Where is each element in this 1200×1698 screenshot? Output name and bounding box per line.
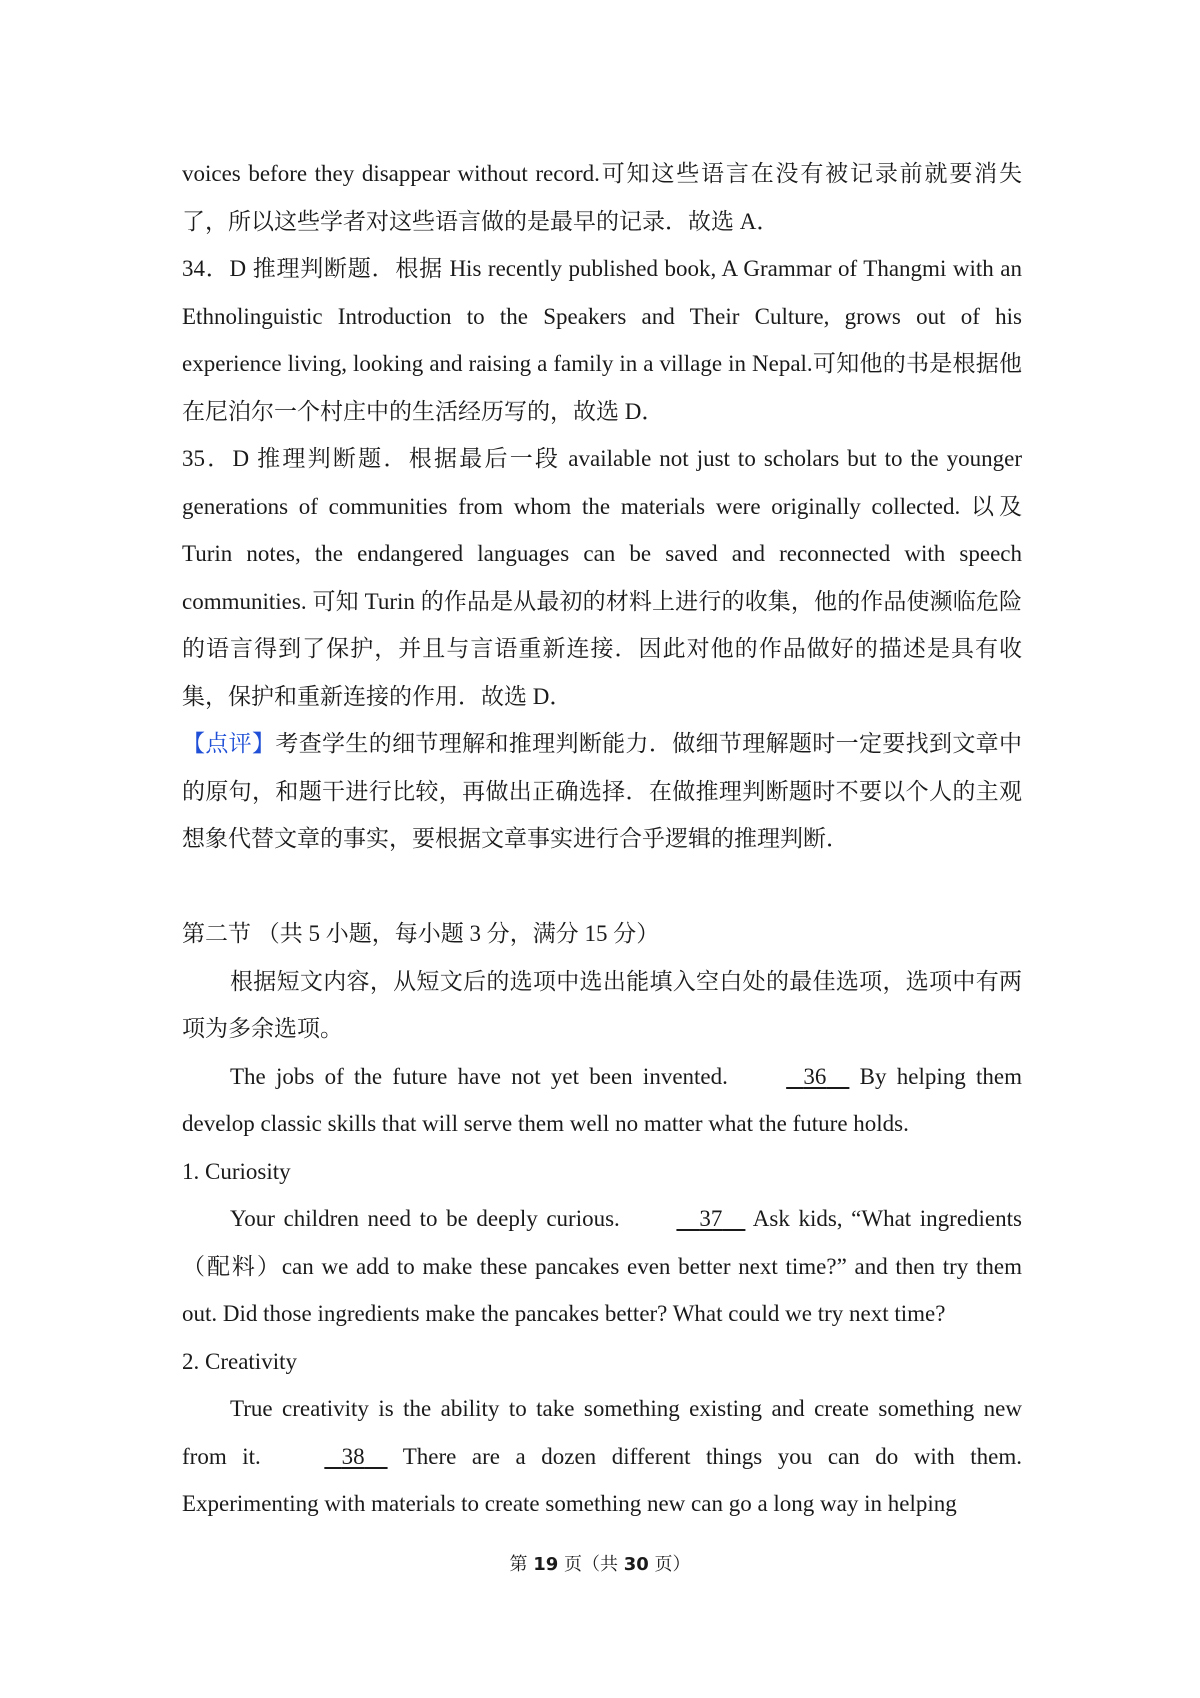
curiosity-text-b: Ask kids, “What ingredients（配料）can we add to make these pancakes even better next time?” and then try them out. Did those ingredients make the pancakes better? What could we try next time? xyxy=(182,1206,1022,1326)
creativity-paragraph xyxy=(182,1385,1022,1528)
answer-33-continuation: voices before they disappear without record.可知这些语言在没有被记录前就要消失了，所以这些学者对这些语言做的是最早的记录．故选 A． xyxy=(182,161,1022,234)
creativity-text-b: There are a dozen different things you can do with them. Experimenting with materials to create something new can go a long way in helping xyxy=(182,1443,1022,1516)
review-tag: 【点评】 xyxy=(182,731,276,756)
current-page-number: 19 xyxy=(533,1554,559,1575)
blank-36: 36 xyxy=(803,1063,827,1089)
passage-intro-text-b: By helping them develop classic skills that will serve them well no matter what the future holds. xyxy=(182,1063,1022,1136)
page-footer: 第 19 页（共 30 页） xyxy=(509,1554,691,1575)
heading-creativity: 2. Creativity xyxy=(182,1348,297,1374)
creativity-text-a: True creativity is the ability to take something existing and create something new from it. xyxy=(182,1396,1022,1469)
curiosity-paragraph xyxy=(182,1195,1022,1338)
section-title: 第二节 （共 5 小题，每小题 3 分，满分 15 分） xyxy=(182,921,660,946)
passage-intro-text-a: The jobs of the future have not yet been invented. xyxy=(230,1063,739,1089)
passage-intro xyxy=(182,1053,1022,1148)
section-instructions: 根据短文内容，从短文后的选项中选出能填入空白处的最佳选项，选项中有两项为多余选项。 xyxy=(182,968,1022,1041)
page-body xyxy=(182,150,1022,1528)
review-paragraph xyxy=(182,720,1022,863)
curiosity-text-a: Your children need to be deeply curious. xyxy=(230,1206,629,1231)
blank-38: 38 xyxy=(341,1443,365,1469)
heading-curiosity: 1. Curiosity xyxy=(182,1158,291,1184)
answer-34: 34．D 推理判断题．根据 His recently published book, A Grammar of Thangmi with an Ethnolinguistic Introduction to the Speakers and Their Culture, grows out of his experience living, looking and raising a family in a village in Nepal.可知他的书是根据他在尼泊尔一个村庄中的生活经历写的，故选 D． xyxy=(182,256,1022,424)
blank-37: 37 xyxy=(699,1206,723,1231)
total-page-count: 30 xyxy=(623,1554,649,1575)
answer-35: 35．D 推理判断题．根据最后一段 available not just to scholars but to the younger generations of communities from whom the materials were originally collected. 以及 Turin notes, the endangered languages can be saved and reconnected with speech communities. 可知 Turin 的作品是从最初的材料上进行的收集，他的作品使濒临危险的语言得到了保护，并且与言语重新连接．因此对他的作品做好的描述是具有收集，保护和重新连接的作用．故选 D． xyxy=(182,446,1022,709)
review-text: 考查学生的细节理解和推理判断能力．做细节理解题时一定要找到文章中的原句，和题干进行比较，再做出正确选择．在做推理判断题时不要以个人的主观想象代替文章的事实，要根据文章事实进行合乎逻辑的推理判断． xyxy=(182,731,1023,851)
spacer xyxy=(182,863,1022,911)
